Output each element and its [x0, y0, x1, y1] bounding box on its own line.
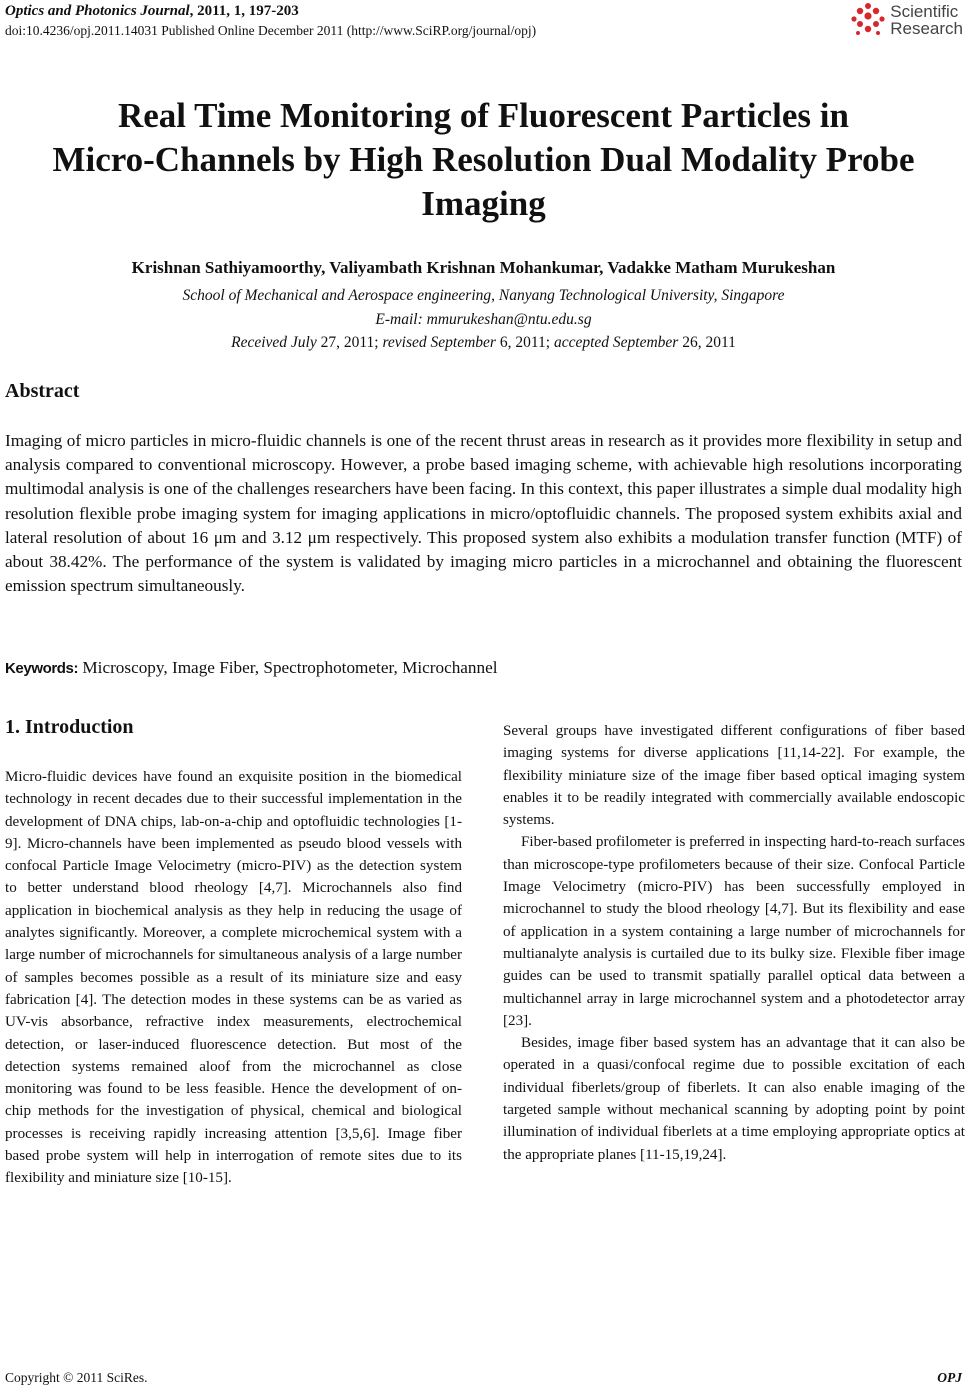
keywords-text: Microscopy, Image Fiber, Spectrophotometer, Microchannel: [78, 658, 498, 677]
title-line-3: Imaging: [421, 184, 546, 223]
section-heading-introduction: 1. Introduction: [5, 716, 134, 738]
received-label: Received July: [231, 334, 317, 351]
title-line-2: Micro-Channels by High Resolution Dual Modality Probe: [52, 140, 915, 179]
footer-copyright: Copyright © 2011 SciRes.: [5, 1370, 148, 1385]
logo-line-2: Research: [890, 19, 963, 38]
right-column: [503, 720, 965, 1166]
keywords-line: [5, 658, 498, 678]
running-header-journal: [5, 3, 299, 20]
email-label: E-mail: [375, 311, 418, 328]
affiliation: School of Mechanical and Aerospace engineering, Nanyang Technological University, Singapore: [182, 287, 785, 304]
revised-date: 6, 2011;: [495, 334, 554, 351]
journal-name: Optics and Photonics Journal: [5, 3, 190, 19]
intro-paragraph-4: Besides, image fiber based system has an advantage that it can also be operated in a quasi/confocal regime due to possible excitation of each individual fiberlets/group of fiberlets. It can also enable imaging of the targeted sample without mechanical scanning by adopting point by point illumination of individual fiberlets at a time employing appropriate optics at the appropriate planes [11-15,19,24].: [503, 1035, 965, 1163]
abstract-heading: Abstract: [5, 380, 80, 402]
left-column: [5, 766, 462, 1190]
accepted-label: accepted September: [553, 334, 679, 351]
doi-line: doi:10.4236/opj.2011.14031 Published Online December 2011 (http://www.SciRP.org/journal/opj): [5, 23, 537, 38]
footer-journal-abbr: OPJ: [937, 1370, 962, 1385]
dates-line: [0, 334, 967, 352]
abstract-text: Imaging of micro particles in micro-fluidic channels is one of the recent thrust areas in research as it provides more flexibility in setup and analysis compared to conventional microscopy. However, a probe based imaging scheme, with achievable high resolutions incorporating multimodal analysis is one of the challenges researchers have been facing. In this context, this paper illustrates a simple dual modality high resolution flexible probe imaging system for imaging applications in micro/optofluidic channels. The proposed system exhibits axial and lateral resolution of about 16 μm and 3.12 μm respectively. This proposed system also exhibits a modulation transfer function (MTF) of about 38.42%. The performance of the system is validated by imaging micro particles in a microchannel and obtaining the fluorescent emission spectrum simultaneously.: [5, 431, 962, 596]
logo-wordmark: [890, 3, 963, 37]
intro-paragraph-2: Several groups have investigated different configurations of fiber based imaging systems for diverse applications [11,14-22]. For example, the flexibility miniature size of the image fiber based optical imaging system enables it to be readily integrated with commercially available endoscopic systems.: [503, 723, 965, 829]
email-line: [0, 311, 967, 329]
title-line-1: Real Time Monitoring of Fluorescent Particles in: [117, 96, 849, 135]
paper-title: [0, 94, 967, 226]
intro-paragraph-1: Micro-fluidic devices have found an exquisite position in the biomedical technology in recent decades due to their successful implementation in the development of DNA chips, lab-on-a-chip and optofluidic technologies [1-9]. Micro-channels have been implemented as pseudo blood vessels with confocal Particle Image Velocimetry (micro-PIV) as the detection system to better understand blood rheology [4,7]. Microchannels also find application in biochemical analysis as they help in reducing the usage of analytes significantly. Moreover, a complete microchemical system with a large number of microchannels for simultaneous analysis of a large number of samples becomes possible as a result of its miniature size and easy fabrication [4]. The detection modes in these systems can be as varied as UV-vis absorbance, refractive index measurements, electrochemical detection, or laser-induced fluorescence detection. But most of the detection systems remained aloof from the microchannel as close monitoring was found to be less feasible. Hence the development of on-chip methods for the investigation of physical, chemical and biological processes is receiving rapidly increasing attention [3,5,6]. Image fiber based probe system will help in interrogation of remote sites due to its flexibility and miniature size [10-15].: [5, 769, 462, 1187]
received-date: 27, 2011;: [316, 334, 383, 351]
intro-paragraph-3: Fiber-based profilometer is preferred in inspecting hard-to-reach surfaces than microscope-type profilometers because of their size. Confocal Particle Image Velocimetry (micro-PIV) has been successfully employed in microchannel to study the blood rheology [4,7]. But its flexibility and ease of application in a system containing a large number of microchannels for multianalyte analysis is curtailed due to its bulky size. Flexible fiber image guides can be used to transmit spatially parallel optical data between a multichannel array in large microchannel system and a photodetector array [23].: [503, 834, 965, 1029]
publisher-logo: [850, 2, 963, 38]
accepted-date: 26, 2011: [678, 334, 736, 351]
keywords-label: Keywords:: [5, 660, 79, 677]
scientific-research-logo-icon: [850, 2, 886, 38]
revised-label: revised September: [382, 334, 496, 351]
journal-volume-pages: , 2011, 1, 197-203: [189, 3, 299, 19]
email-address: : mmurukeshan@ntu.edu.sg: [417, 311, 592, 328]
author-list: Krishnan Sathiyamoorthy, Valiyambath Krishnan Mohankumar, Vadakke Matham Murukeshan: [131, 258, 836, 277]
logo-line-1: Scientific: [890, 2, 959, 21]
